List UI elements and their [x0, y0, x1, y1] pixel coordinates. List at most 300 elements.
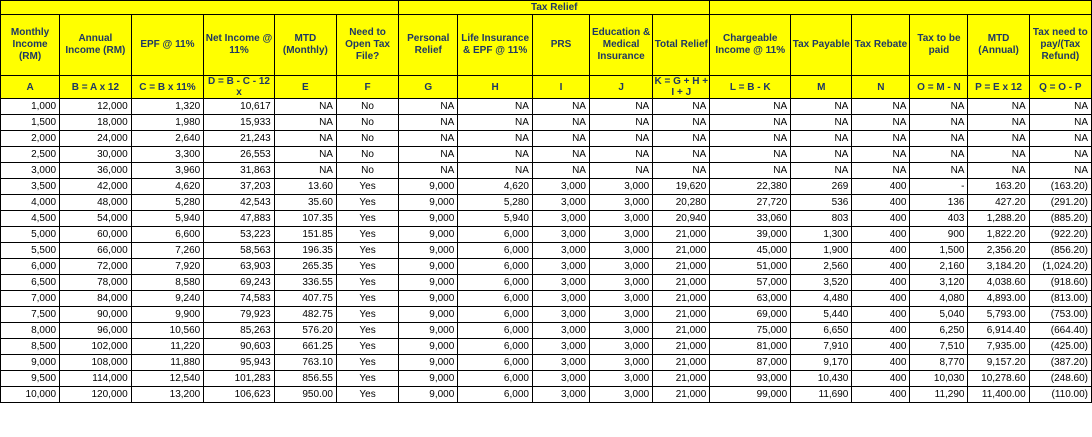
cell-need_file: Yes — [336, 387, 398, 403]
cell-chargeable: 22,380 — [710, 179, 791, 195]
cell-total: 21,000 — [653, 355, 710, 371]
cell-chargeable: 99,000 — [710, 387, 791, 403]
cell-need_pay: NA — [1029, 115, 1091, 131]
cell-total: 21,000 — [653, 259, 710, 275]
cell-need_file: No — [336, 163, 398, 179]
cell-personal: 9,000 — [399, 179, 458, 195]
cell-rebate: 400 — [852, 275, 910, 291]
cell-need_file: Yes — [336, 179, 398, 195]
cell-epf: 8,580 — [131, 275, 204, 291]
table-row — [1, 131, 1092, 147]
cell-annual: 108,000 — [60, 355, 132, 371]
column-formula-need_file: F — [336, 76, 398, 99]
cell-edu: 3,000 — [589, 259, 652, 275]
cell-mtd_monthly: NA — [274, 163, 336, 179]
cell-prs: 3,000 — [532, 339, 589, 355]
cell-total: 20,280 — [653, 195, 710, 211]
column-formula-epf: C = B x 11% — [131, 76, 204, 99]
cell-net: 106,623 — [204, 387, 275, 403]
column-formula-net: D = B - C - 12 x — [204, 76, 275, 99]
cell-epf: 5,280 — [131, 195, 204, 211]
cell-total: 21,000 — [653, 307, 710, 323]
cell-need_pay: (387.20) — [1029, 355, 1091, 371]
cell-to_pay: NA — [910, 163, 968, 179]
cell-need_file: Yes — [336, 371, 398, 387]
cell-mtd_annual: 1,822.20 — [968, 227, 1029, 243]
cell-chargeable: NA — [710, 163, 791, 179]
cell-rebate: 400 — [852, 291, 910, 307]
cell-need_pay: (248.60) — [1029, 371, 1091, 387]
column-formula-monthly: A — [1, 76, 60, 99]
cell-monthly: 1,500 — [1, 115, 60, 131]
cell-net: 85,263 — [204, 323, 275, 339]
column-header-total: Total Relief — [653, 15, 710, 76]
cell-chargeable: 75,000 — [710, 323, 791, 339]
cell-payable: 803 — [791, 211, 852, 227]
cell-to_pay: NA — [910, 115, 968, 131]
table-row — [1, 387, 1092, 403]
cell-edu: 3,000 — [589, 227, 652, 243]
cell-need_pay: NA — [1029, 147, 1091, 163]
cell-need_file: Yes — [336, 291, 398, 307]
cell-personal: 9,000 — [399, 211, 458, 227]
cell-net: 58,563 — [204, 243, 275, 259]
cell-to_pay: 1,500 — [910, 243, 968, 259]
cell-need_pay: (753.00) — [1029, 307, 1091, 323]
cell-total: 21,000 — [653, 387, 710, 403]
cell-annual: 102,000 — [60, 339, 132, 355]
cell-need_pay: (163.20) — [1029, 179, 1091, 195]
cell-total: 21,000 — [653, 339, 710, 355]
cell-personal: 9,000 — [399, 227, 458, 243]
cell-prs: NA — [532, 115, 589, 131]
cell-annual: 72,000 — [60, 259, 132, 275]
cell-life: 6,000 — [458, 307, 533, 323]
column-header-annual: Annual Income (RM) — [60, 15, 132, 76]
cell-prs: 3,000 — [532, 259, 589, 275]
cell-mtd_annual: 163.20 — [968, 179, 1029, 195]
cell-chargeable: 93,000 — [710, 371, 791, 387]
cell-total: 19,620 — [653, 179, 710, 195]
cell-total: 21,000 — [653, 243, 710, 259]
cell-monthly: 2,500 — [1, 147, 60, 163]
cell-life: NA — [458, 147, 533, 163]
table-row — [1, 147, 1092, 163]
cell-chargeable: 33,060 — [710, 211, 791, 227]
cell-annual: 54,000 — [60, 211, 132, 227]
cell-edu: NA — [589, 147, 652, 163]
cell-edu: 3,000 — [589, 291, 652, 307]
cell-mtd_monthly: NA — [274, 147, 336, 163]
cell-personal: 9,000 — [399, 355, 458, 371]
cell-annual: 90,000 — [60, 307, 132, 323]
cell-total: NA — [653, 147, 710, 163]
cell-monthly: 4,500 — [1, 211, 60, 227]
cell-need_pay: (110.00) — [1029, 387, 1091, 403]
cell-need_file: Yes — [336, 227, 398, 243]
cell-monthly: 9,500 — [1, 371, 60, 387]
cell-edu: 3,000 — [589, 371, 652, 387]
cell-payable: 7,910 — [791, 339, 852, 355]
cell-mtd_annual: NA — [968, 115, 1029, 131]
header-spacer-right — [710, 1, 1092, 15]
cell-edu: 3,000 — [589, 355, 652, 371]
cell-mtd_monthly: 763.10 — [274, 355, 336, 371]
cell-need_file: Yes — [336, 243, 398, 259]
cell-annual: 24,000 — [60, 131, 132, 147]
cell-personal: 9,000 — [399, 291, 458, 307]
cell-need_pay: (918.60) — [1029, 275, 1091, 291]
cell-epf: 3,300 — [131, 147, 204, 163]
cell-mtd_monthly: 35.60 — [274, 195, 336, 211]
cell-payable: NA — [791, 131, 852, 147]
cell-need_pay: NA — [1029, 99, 1091, 115]
cell-rebate: 400 — [852, 307, 910, 323]
cell-prs: 3,000 — [532, 323, 589, 339]
column-header-epf: EPF @ 11% — [131, 15, 204, 76]
cell-personal: NA — [399, 147, 458, 163]
cell-monthly: 9,000 — [1, 355, 60, 371]
cell-monthly: 3,000 — [1, 163, 60, 179]
cell-total: 21,000 — [653, 227, 710, 243]
cell-mtd_annual: NA — [968, 147, 1029, 163]
cell-life: NA — [458, 163, 533, 179]
cell-need_file: Yes — [336, 355, 398, 371]
cell-net: 79,923 — [204, 307, 275, 323]
cell-mtd_monthly: 661.25 — [274, 339, 336, 355]
column-header-edu: Education & Medical Insurance — [589, 15, 652, 76]
column-formula-edu: J — [589, 76, 652, 99]
cell-need_pay: NA — [1029, 163, 1091, 179]
cell-payable: NA — [791, 99, 852, 115]
cell-chargeable: 27,720 — [710, 195, 791, 211]
cell-monthly: 7,000 — [1, 291, 60, 307]
tax-relief-group-header: Tax Relief — [399, 1, 710, 15]
column-formula-to_pay: O = M - N — [910, 76, 968, 99]
column-formula-life: H — [458, 76, 533, 99]
cell-need_file: No — [336, 147, 398, 163]
column-header-mtd_annual: MTD (Annual) — [968, 15, 1029, 76]
cell-monthly: 3,500 — [1, 179, 60, 195]
cell-life: 6,000 — [458, 355, 533, 371]
cell-epf: 13,200 — [131, 387, 204, 403]
cell-mtd_monthly: 482.75 — [274, 307, 336, 323]
cell-net: 53,223 — [204, 227, 275, 243]
cell-rebate: 400 — [852, 387, 910, 403]
cell-rebate: 400 — [852, 339, 910, 355]
cell-chargeable: NA — [710, 115, 791, 131]
cell-edu: NA — [589, 131, 652, 147]
cell-total: NA — [653, 163, 710, 179]
table-row — [1, 243, 1092, 259]
cell-epf: 1,320 — [131, 99, 204, 115]
table-row — [1, 163, 1092, 179]
cell-monthly: 6,500 — [1, 275, 60, 291]
cell-payable: 10,430 — [791, 371, 852, 387]
cell-total: 21,000 — [653, 323, 710, 339]
cell-mtd_monthly: 151.85 — [274, 227, 336, 243]
cell-prs: 3,000 — [532, 179, 589, 195]
cell-payable: 1,300 — [791, 227, 852, 243]
cell-epf: 12,540 — [131, 371, 204, 387]
cell-need_file: Yes — [336, 339, 398, 355]
cell-epf: 3,960 — [131, 163, 204, 179]
cell-mtd_monthly: 407.75 — [274, 291, 336, 307]
cell-life: 4,620 — [458, 179, 533, 195]
table-row — [1, 371, 1092, 387]
cell-net: 15,933 — [204, 115, 275, 131]
cell-chargeable: 45,000 — [710, 243, 791, 259]
cell-payable: NA — [791, 147, 852, 163]
cell-mtd_annual: 5,793.00 — [968, 307, 1029, 323]
cell-rebate: 400 — [852, 227, 910, 243]
column-header-prs: PRS — [532, 15, 589, 76]
cell-annual: 60,000 — [60, 227, 132, 243]
cell-chargeable: 81,000 — [710, 339, 791, 355]
table-row — [1, 179, 1092, 195]
cell-need_file: Yes — [336, 195, 398, 211]
table-row — [1, 227, 1092, 243]
column-formula-mtd_monthly: E — [274, 76, 336, 99]
cell-life: 5,280 — [458, 195, 533, 211]
cell-rebate: 400 — [852, 355, 910, 371]
column-header-chargeable: Chargeable Income @ 11% — [710, 15, 791, 76]
cell-epf: 4,620 — [131, 179, 204, 195]
cell-epf: 11,220 — [131, 339, 204, 355]
cell-to_pay: 6,250 — [910, 323, 968, 339]
cell-annual: 42,000 — [60, 179, 132, 195]
cell-monthly: 2,000 — [1, 131, 60, 147]
cell-need_pay: (664.40) — [1029, 323, 1091, 339]
cell-need_pay: (885.20) — [1029, 211, 1091, 227]
cell-to_pay: 3,120 — [910, 275, 968, 291]
cell-payable: 536 — [791, 195, 852, 211]
cell-need_pay: NA — [1029, 131, 1091, 147]
cell-edu: NA — [589, 163, 652, 179]
cell-monthly: 7,500 — [1, 307, 60, 323]
cell-prs: 3,000 — [532, 211, 589, 227]
cell-mtd_annual: NA — [968, 131, 1029, 147]
cell-prs: NA — [532, 99, 589, 115]
column-formula-need_pay: Q = O - P — [1029, 76, 1091, 99]
table-header — [1, 1, 1092, 99]
cell-need_file: Yes — [336, 259, 398, 275]
cell-epf: 7,260 — [131, 243, 204, 259]
cell-life: NA — [458, 115, 533, 131]
cell-life: 6,000 — [458, 387, 533, 403]
cell-edu: 3,000 — [589, 211, 652, 227]
cell-need_pay: (922.20) — [1029, 227, 1091, 243]
cell-to_pay: NA — [910, 99, 968, 115]
cell-annual: 96,000 — [60, 323, 132, 339]
cell-prs: 3,000 — [532, 307, 589, 323]
cell-total: 21,000 — [653, 371, 710, 387]
cell-edu: 3,000 — [589, 323, 652, 339]
cell-need_pay: (1,024.20) — [1029, 259, 1091, 275]
cell-payable: 9,170 — [791, 355, 852, 371]
cell-epf: 11,880 — [131, 355, 204, 371]
cell-net: 101,283 — [204, 371, 275, 387]
cell-need_file: Yes — [336, 275, 398, 291]
cell-mtd_annual: 4,893.00 — [968, 291, 1029, 307]
table-row — [1, 275, 1092, 291]
cell-annual: 66,000 — [60, 243, 132, 259]
table-row — [1, 195, 1092, 211]
cell-edu: 3,000 — [589, 179, 652, 195]
cell-chargeable: NA — [710, 99, 791, 115]
cell-need_file: No — [336, 115, 398, 131]
cell-epf: 10,560 — [131, 323, 204, 339]
cell-personal: 9,000 — [399, 323, 458, 339]
cell-edu: 3,000 — [589, 243, 652, 259]
cell-life: NA — [458, 131, 533, 147]
cell-life: 6,000 — [458, 371, 533, 387]
column-header-mtd_monthly: MTD (Monthly) — [274, 15, 336, 76]
cell-life: 6,000 — [458, 291, 533, 307]
cell-mtd_annual: NA — [968, 163, 1029, 179]
cell-life: 6,000 — [458, 259, 533, 275]
cell-mtd_monthly: NA — [274, 99, 336, 115]
cell-prs: NA — [532, 147, 589, 163]
column-header-life: Life Insurance & EPF @ 11% — [458, 15, 533, 76]
cell-life: 6,000 — [458, 243, 533, 259]
cell-net: 74,583 — [204, 291, 275, 307]
cell-total: 21,000 — [653, 291, 710, 307]
cell-mtd_annual: 7,935.00 — [968, 339, 1029, 355]
cell-annual: 120,000 — [60, 387, 132, 403]
cell-annual: 12,000 — [60, 99, 132, 115]
cell-rebate: 400 — [852, 179, 910, 195]
cell-rebate: NA — [852, 147, 910, 163]
cell-rebate: 400 — [852, 195, 910, 211]
cell-need_file: Yes — [336, 323, 398, 339]
cell-annual: 18,000 — [60, 115, 132, 131]
cell-need_file: Yes — [336, 307, 398, 323]
cell-prs: NA — [532, 163, 589, 179]
cell-epf: 7,920 — [131, 259, 204, 275]
column-formulas-row — [1, 76, 1092, 99]
cell-chargeable: 69,000 — [710, 307, 791, 323]
cell-rebate: 400 — [852, 243, 910, 259]
cell-rebate: NA — [852, 115, 910, 131]
cell-chargeable: 63,000 — [710, 291, 791, 307]
cell-monthly: 8,000 — [1, 323, 60, 339]
cell-mtd_monthly: 856.55 — [274, 371, 336, 387]
cell-payable: 11,690 — [791, 387, 852, 403]
column-formula-mtd_annual: P = E x 12 — [968, 76, 1029, 99]
cell-epf: 9,240 — [131, 291, 204, 307]
column-formula-total: K = G + H + I + J — [654, 76, 709, 98]
cell-edu: NA — [589, 115, 652, 131]
table-row — [1, 307, 1092, 323]
cell-mtd_monthly: 950.00 — [274, 387, 336, 403]
cell-epf: 9,900 — [131, 307, 204, 323]
cell-need_pay: (813.00) — [1029, 291, 1091, 307]
cell-mtd_monthly: NA — [274, 131, 336, 147]
cell-life: 6,000 — [458, 323, 533, 339]
column-header-to_pay: Tax to be paid — [910, 15, 968, 76]
header-group-row — [1, 1, 1092, 15]
cell-chargeable: NA — [710, 147, 791, 163]
cell-prs: 3,000 — [532, 243, 589, 259]
cell-net: 37,203 — [204, 179, 275, 195]
cell-mtd_annual: 1,288.20 — [968, 211, 1029, 227]
cell-net: 95,943 — [204, 355, 275, 371]
table-row — [1, 99, 1092, 115]
column-header-personal: Personal Relief — [399, 15, 458, 76]
cell-monthly: 1,000 — [1, 99, 60, 115]
cell-to_pay: 11,290 — [910, 387, 968, 403]
table-row — [1, 291, 1092, 307]
cell-net: 47,883 — [204, 211, 275, 227]
column-header-net: Net Income @ 11% — [204, 15, 275, 76]
cell-life: 5,940 — [458, 211, 533, 227]
cell-rebate: 400 — [852, 323, 910, 339]
cell-personal: NA — [399, 115, 458, 131]
cell-edu: 3,000 — [589, 275, 652, 291]
cell-monthly: 4,000 — [1, 195, 60, 211]
cell-to_pay: 10,030 — [910, 371, 968, 387]
cell-to_pay: 5,040 — [910, 307, 968, 323]
cell-prs: 3,000 — [532, 195, 589, 211]
cell-mtd_monthly: 107.35 — [274, 211, 336, 227]
cell-net: 21,243 — [204, 131, 275, 147]
cell-life: NA — [458, 99, 533, 115]
cell-to_pay: 2,160 — [910, 259, 968, 275]
cell-total: 20,940 — [653, 211, 710, 227]
cell-net: 90,603 — [204, 339, 275, 355]
cell-payable: 2,560 — [791, 259, 852, 275]
cell-payable: 6,650 — [791, 323, 852, 339]
cell-to_pay: NA — [910, 147, 968, 163]
cell-payable: 5,440 — [791, 307, 852, 323]
cell-to_pay: 403 — [910, 211, 968, 227]
cell-personal: 9,000 — [399, 371, 458, 387]
cell-need_file: Yes — [336, 211, 398, 227]
table-row — [1, 355, 1092, 371]
column-formula-personal: G — [399, 76, 458, 99]
cell-edu: NA — [589, 99, 652, 115]
cell-personal: 9,000 — [399, 243, 458, 259]
cell-personal: 9,000 — [399, 195, 458, 211]
cell-prs: 3,000 — [532, 371, 589, 387]
cell-need_pay: (291.20) — [1029, 195, 1091, 211]
cell-total: NA — [653, 99, 710, 115]
cell-monthly: 5,000 — [1, 227, 60, 243]
cell-annual: 36,000 — [60, 163, 132, 179]
cell-personal: 9,000 — [399, 339, 458, 355]
cell-rebate: 400 — [852, 371, 910, 387]
cell-rebate: 400 — [852, 211, 910, 227]
cell-monthly: 6,000 — [1, 259, 60, 275]
column-header-monthly: Monthly Income (RM) — [1, 15, 60, 76]
cell-total: NA — [653, 131, 710, 147]
cell-net: 42,543 — [204, 195, 275, 211]
cell-net: 69,243 — [204, 275, 275, 291]
cell-rebate: NA — [852, 99, 910, 115]
table-row — [1, 339, 1092, 355]
cell-to_pay: 7,510 — [910, 339, 968, 355]
cell-rebate: NA — [852, 163, 910, 179]
cell-mtd_annual: NA — [968, 99, 1029, 115]
cell-edu: 3,000 — [589, 339, 652, 355]
table-row — [1, 211, 1092, 227]
cell-epf: 1,980 — [131, 115, 204, 131]
table-row — [1, 323, 1092, 339]
cell-chargeable: 57,000 — [710, 275, 791, 291]
cell-epf: 6,600 — [131, 227, 204, 243]
cell-to_pay: - — [910, 179, 968, 195]
